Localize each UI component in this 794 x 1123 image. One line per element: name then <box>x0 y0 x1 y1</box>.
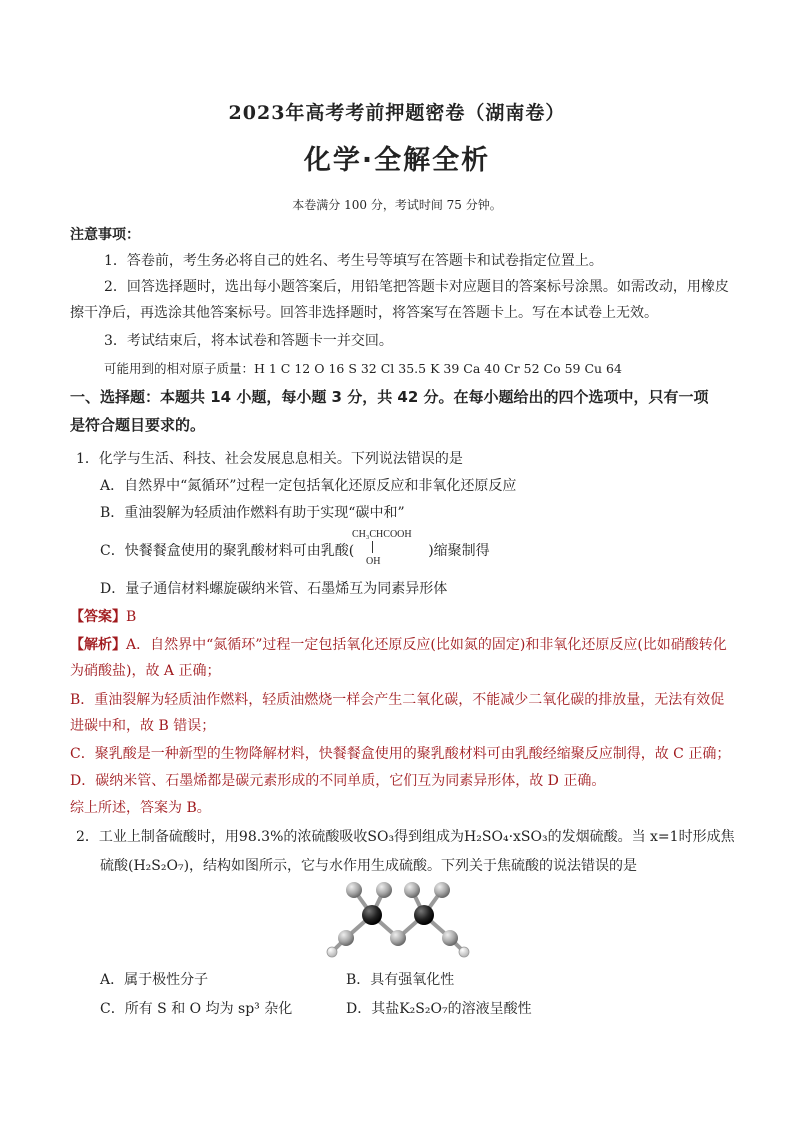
hydrogen-atom <box>327 947 337 957</box>
q1-analysis-a-line2: 为硝酸盐)，故 A 正确； <box>70 663 221 679</box>
oxygen-atom <box>390 930 406 946</box>
q2-stem-line1: 2．工业上制备硫酸时，用98.3%的浓硫酸吸收SO₃得到组成为H₂SO₄·xSO₃的发烟硫酸。当 x=1时形成焦 <box>76 829 735 845</box>
notice-item-1: 1．答卷前，考生务必将自己的姓名、考生号等填写在答题卡和试卷指定位置上。 <box>104 253 603 269</box>
exam-info: 本卷满分 100 分，考试时间 75 分钟。 <box>292 198 502 212</box>
analysis-a-text: A．自然界中“氮循环”过程一定包括氧化还原反应(比如氮的固定)和非氧化还原反应(比如硝酸转化 <box>126 637 727 653</box>
q1-option-a: A．自然界中“氮循环”过程一定包括氧化还原反应和非氧化还原反应 <box>100 478 517 494</box>
q2-option-d: D．其盐K₂S₂O₇的溶液呈酸性 <box>346 1001 532 1017</box>
lactic-acid-formula <box>352 530 432 570</box>
q1-analysis-b-line2: 进碳中和，故 B 错误； <box>70 718 216 734</box>
section-heading-line2: 是符合题目要求的。 <box>70 416 206 434</box>
q1-analysis-c: C．聚乳酸是一种新型的生物降解材料，快餐餐盒使用的聚乳酸材料可由乳酸经缩聚反应制得，故 C 正确； <box>70 746 731 762</box>
q1-answer <box>70 606 136 626</box>
oxygen-atom <box>376 882 392 898</box>
exam-title: 2023年高考考前押题密卷（湖南卷） <box>228 102 566 124</box>
q2-option-a: A．属于极性分子 <box>100 972 209 988</box>
notice-heading: 注意事项： <box>70 227 140 243</box>
q1-option-c-suffix: )缩聚制得 <box>428 543 490 559</box>
exam-subtitle: 化学·全解全析 <box>303 145 491 176</box>
oxygen-atom <box>338 930 354 946</box>
q1-option-b: B．重油裂解为轻质油作燃料有助于实现“碳中和” <box>100 505 405 521</box>
oxygen-atom <box>442 930 458 946</box>
oxygen-atom <box>404 882 420 898</box>
sulfur-atom <box>414 905 434 925</box>
section-heading-line1: 一、选择题：本题共 14 小题，每小题 3 分，共 42 分。在每小题给出的四个选项中，只有一项 <box>70 388 709 406</box>
analysis-tag: 【解析】 <box>70 637 126 653</box>
q1-option-d: D．量子通信材料螺旋碳纳米管、石墨烯互为同素异形体 <box>100 581 448 597</box>
q1-analysis-a-line1 <box>70 634 727 654</box>
q1-analysis-d: D．碳纳米管、石墨烯都是碳元素形成的不同单质，它们互为同素异形体，故 D 正确。 <box>70 773 606 789</box>
pyrosulfuric-acid-structure <box>310 880 490 960</box>
q1-stem: 1．化学与生活、科技、社会发展息息相关。下列说法错误的是 <box>76 451 463 467</box>
atomic-masses: 可能用到的相对原子质量：H 1 C 12 O 16 S 32 Cl 35.5 K 39 Ca 40 Cr 52 Co 59 Cu 64 <box>104 361 622 376</box>
notice-item-2a: 2．回答选择题时，选出每小题答案后，用铅笔把答题卡对应题目的答案标号涂黑。如需改动，用橡皮 <box>104 279 729 295</box>
notice-item-2b: 擦干净后，再选涂其他答案标号。回答非选择题时，将答案写在答题卡上。写在本试卷上无效。 <box>70 305 658 321</box>
hydrogen-atom <box>459 947 469 957</box>
answer-tag: 【答案】 <box>70 609 126 625</box>
q2-option-b: B．具有强氧化性 <box>346 972 455 988</box>
oxygen-atom <box>346 882 362 898</box>
q2-stem-line2: 硫酸(H₂S₂O₇)，结构如图所示，它与水作用生成硫酸。下列关于焦硫酸的说法错误的是 <box>100 858 638 874</box>
oxygen-atom <box>434 882 450 898</box>
notice-item-3: 3．考试结束后，将本试卷和答题卡一并交回。 <box>104 333 393 349</box>
formula-main-chain: CH₃CHCOOH <box>352 529 412 540</box>
q2-option-c: C．所有 S 和 O 均为 sp³ 杂化 <box>100 1001 293 1017</box>
q1-summary: 综上所述，答案为 B。 <box>70 800 211 816</box>
q1-analysis-b-line1: B．重油裂解为轻质油作燃料，轻质油燃烧一样会产生二氧化碳，不能减少二氧化碳的排放量，无法有效促 <box>70 692 725 708</box>
formula-bond <box>372 541 373 553</box>
answer-value: B <box>126 609 137 625</box>
sulfur-atom <box>362 905 382 925</box>
q1-option-c-prefix: C．快餐餐盒使用的聚乳酸材料可由乳酸( <box>100 543 355 559</box>
formula-hydroxyl: OH <box>366 556 381 567</box>
